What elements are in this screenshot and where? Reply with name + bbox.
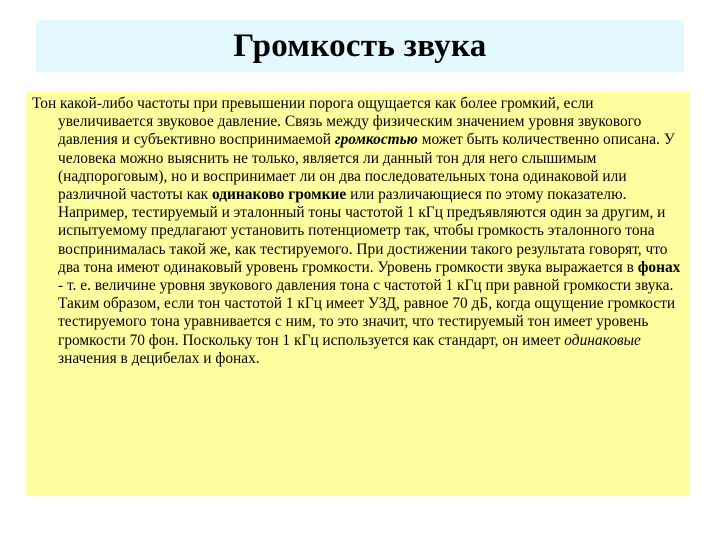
body-text-box — [26, 92, 690, 496]
text-run: - т. е. величине уровня звукового давления тона с частотой 1 кГц при равной громкости звука. Таким образом, если тон частотой 1 кГц имеет УЗД, равное 70 дБ, когда ощущение громкости тестируемого тона уравнивается с ним, то это значит, что тестируемый тон имеет уровень громкости 70 фон. Поскольку тон 1 кГц используется как стандарт, он имеет — [58, 277, 676, 349]
emphasis-term: фонах — [637, 258, 681, 276]
title-box — [36, 20, 684, 72]
text-run: значения в децибелах и фонах. — [58, 349, 260, 367]
slide-title: Громкость звука — [233, 27, 487, 64]
emphasis-term: громкостью — [334, 131, 418, 149]
emphasis-term: одинаково громкие — [212, 186, 347, 204]
text-run: Тон какой-либо частоты при превышении порога ощущается как более громкий, если увеличивается звуковое давление. Связь между физическим значением уровня звукового давления и субъективно воспринимаемой — [32, 95, 642, 149]
text-run: или различающиеся по этому показателю. Например, тестируемый и эталонный тоны частотой 1 кГц предъявляются один за другим, и испытуемому предлагают установить потенциометр так, чтобы громкость эталонного тона воспринималась такой же, как тестируемого. При достижении такого результата говорят, что два тона имеют одинаковый уровень громкости. Уровень громкости звука выражается в — [58, 186, 668, 276]
emphasis-term: одинаковые — [564, 331, 641, 349]
text-run: может быть количественно описана. У человека можно выяснить не только, является ли данный тон для него слышимым (надпороговым), но и воспринимает ли он два последовательных тона одинаковой или различной частоты как — [58, 131, 675, 204]
body-paragraph — [32, 95, 684, 368]
